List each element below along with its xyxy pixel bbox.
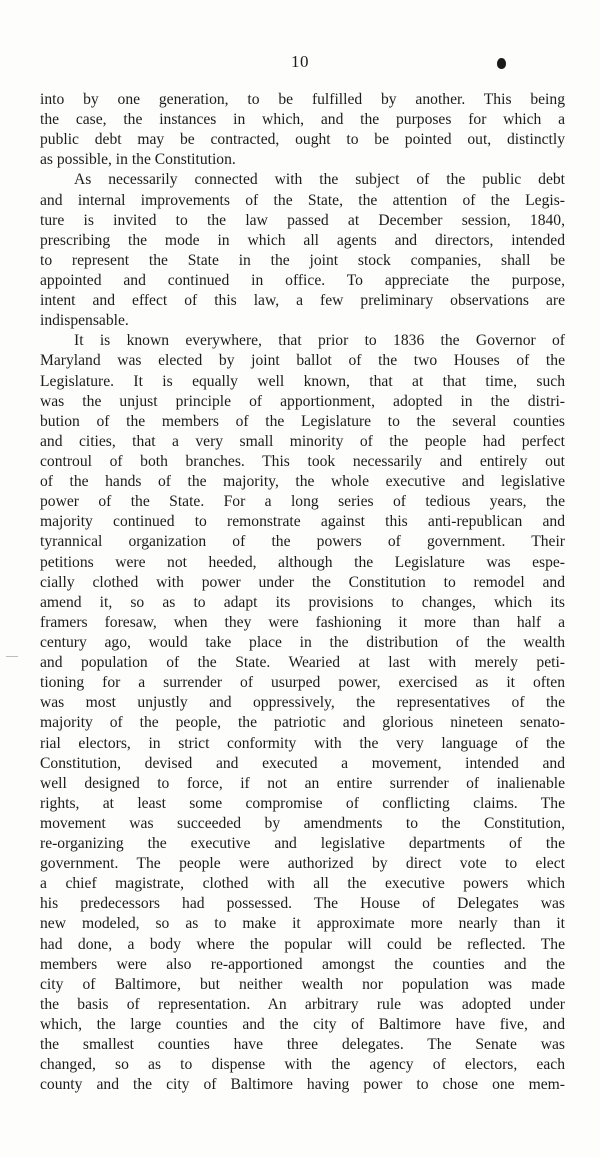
ink-blot — [497, 58, 506, 69]
text-line: public debt may be contracted, ought to be pointed out, distinctly — [40, 131, 565, 149]
text-line: and cities, that a very small minority of the people had perfect — [40, 432, 565, 450]
text-line: power of the State. For a long series of tedious years, the — [40, 493, 565, 511]
text-line: and internal improvements of the State, the attention of the Legis- — [40, 191, 565, 209]
text-line: county and the city of Baltimore having power to chose one mem- — [40, 1076, 565, 1094]
paragraph-first-line: As necessarily connected with the subject of the public debt — [74, 171, 565, 189]
paragraph-first-line: It is known everywhere, that prior to 1836 the Governor of — [74, 332, 565, 350]
text-line: intent and effect of this law, a few preliminary observations are — [40, 292, 565, 310]
text-line: well designed to force, if not an entire surrender of inalienable — [40, 774, 565, 792]
text-line: tyrannical organization of the powers of government. Their — [40, 533, 565, 551]
text-line: government. The people were authorized by direct vote to elect — [40, 855, 565, 873]
text-line: rial electors, in strict conformity with the very language of the — [40, 734, 565, 752]
text-line: amend it, so as to adapt its provisions to changes, which its — [40, 593, 565, 611]
text-line: tioning for a surrender of usurped power, exercised as it often — [40, 674, 565, 692]
text-line: majority of the people, the patriotic and glorious nineteen senato- — [40, 714, 565, 732]
text-line: movement was succeeded by amendments to the Constitution, — [40, 814, 565, 832]
page-number: 10 — [291, 52, 309, 71]
text-line: ture is invited to the law passed at December session, 1840, — [40, 211, 565, 229]
text-line: had done, a body where the popular will could be reflected. The — [40, 935, 565, 953]
body-text — [40, 90, 565, 1095]
text-line: indispensable. — [40, 312, 129, 330]
text-line: cially clothed with power under the Constitution to remodel and — [40, 573, 565, 591]
text-line: controul of both branches. This took necessarily and entirely out — [40, 452, 565, 470]
text-line: Legislature. It is equally well known, that at that time, such — [40, 372, 565, 390]
text-line: which, the large counties and the city of Baltimore have five, and — [40, 1016, 565, 1034]
text-line: and population of the State. Wearied at last with merely peti- — [40, 654, 565, 672]
text-line: rights, at least some compromise of conflicting claims. The — [40, 794, 565, 812]
text-line: into by one generation, to be fulfilled by another. This being — [40, 91, 565, 108]
text-line: Constitution, devised and executed a movement, intended and — [40, 754, 565, 772]
text-line: as possible, in the Constitution. — [40, 151, 236, 169]
text-line: the smallest counties have three delegates. The Senate was — [40, 1036, 565, 1054]
text-line: petitions were not heeded, although the Legislature was espe- — [40, 553, 565, 571]
text-line: city of Baltimore, but neither wealth nor population was made — [40, 975, 565, 993]
text-line: his predecessors had possessed. The House of Delegates was — [40, 895, 565, 913]
text-line: to represent the State in the joint stock companies, shall be — [40, 251, 565, 269]
text-line: Maryland was elected by joint ballot of the two Houses of the — [40, 352, 565, 370]
text-line: members were also re-apportioned amongst the counties and the — [40, 955, 565, 973]
text-line: prescribing the mode in which all agents and directors, intended — [40, 231, 565, 249]
text-line: framers foresaw, when they were fashioning it more than half a — [40, 613, 565, 631]
text-line: of the hands of the majority, the whole executive and legislative — [40, 473, 565, 491]
text-line: the basis of representation. An arbitrary rule was adopted under — [40, 995, 565, 1013]
text-line: appointed and continued in office. To appreciate the purpose, — [40, 271, 565, 289]
text-line: the case, the instances in which, and the purposes for which a — [40, 111, 565, 129]
text-line: changed, so as to dispense with the agency of electors, each — [40, 1056, 565, 1074]
text-line: was the unjust principle of apportionment, adopted in the distri- — [40, 392, 565, 410]
text-line: century ago, would take place in the distribution of the wealth — [40, 633, 565, 651]
text-line: was most unjustly and oppressively, the representatives of the — [40, 694, 565, 712]
text-line: new modeled, so as to make it approximate more nearly than it — [40, 915, 565, 933]
text-line: bution of the members of the Legislature to the several counties — [40, 412, 565, 430]
margin-mark — [6, 656, 18, 657]
text-line: majority continued to remonstrate against this anti-republican and — [40, 513, 565, 531]
text-line: re-organizing the executive and legislative departments of the — [40, 835, 565, 853]
text-line: a chief magistrate, clothed with all the executive powers which — [40, 875, 565, 893]
